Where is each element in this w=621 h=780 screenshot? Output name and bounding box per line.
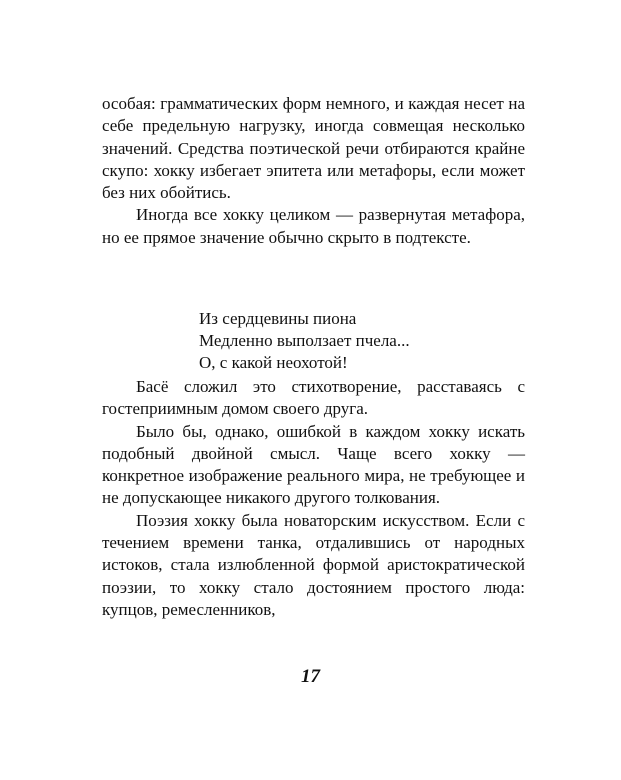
paragraph-basho: Басё сложил это стихотворение, расставаясь с гостеприимным домом своего друга. [102, 377, 525, 419]
text-block-top [102, 93, 525, 249]
paragraph-metaphor: Иногда все хокку целиком — развернутая метафора, но ее прямое значение обычно скрыто в подтексте. [102, 205, 525, 247]
poem-line: О, с какой неохотой! [199, 353, 348, 372]
page-number: 17 [301, 666, 320, 687]
poem-line: Медленно выползает пчела... [199, 331, 410, 350]
paragraph-innovation: Поэзия хокку была новаторским искусством. Если с течением времени танка, отдалившись от народных истоков, стала излюбленной формой аристократической поэзии, то хокку стало достоянием простого люда: купцов, ремесленников, [102, 510, 525, 619]
paragraph-double-meaning: Было бы, однако, ошибкой в каждом хокку искать подобный двойной смысл. Чаще всего хокку — конкретное изображение реального мира, не требующее и не допускающее никакого другого толкования. [102, 421, 525, 508]
poem-line: Из сердцевины пиона [199, 309, 357, 328]
text-block-bottom [102, 376, 525, 621]
poem-quote [199, 308, 499, 374]
paragraph-continued: особая: грамматических форм немного, и каждая несет на себе предельную нагрузку, иногда совмещая несколько значений. Средства поэтической речи отбираются крайне скупо: хокку избегает эпитета или метафоры, если может без них обойтись. [102, 94, 525, 203]
